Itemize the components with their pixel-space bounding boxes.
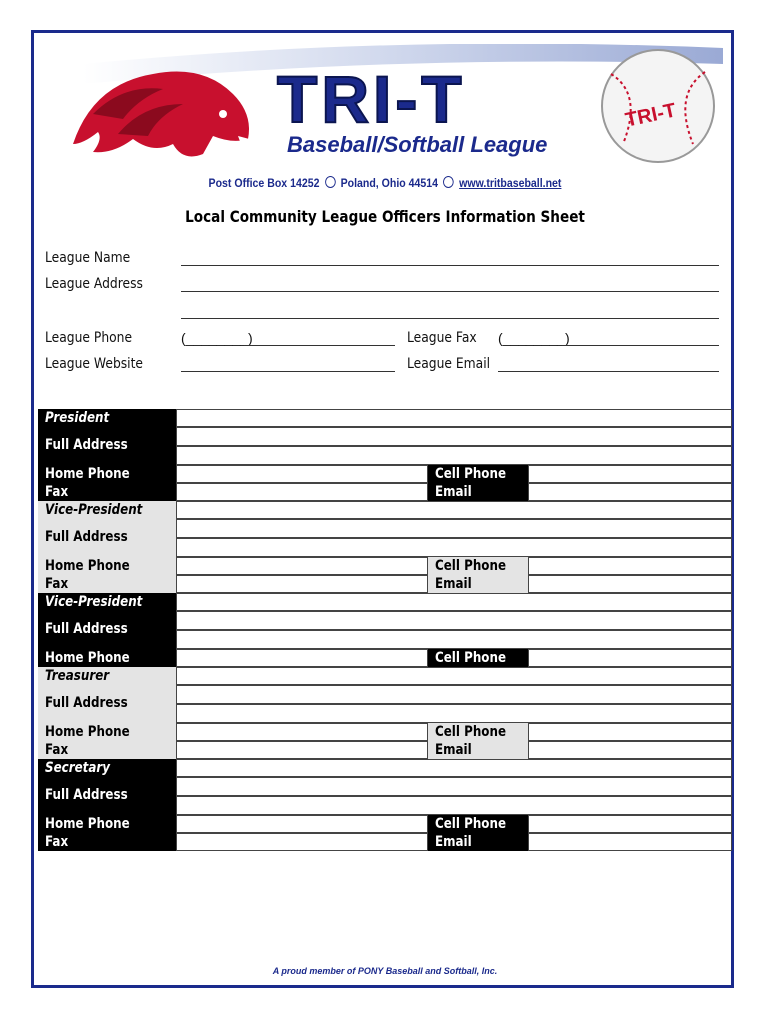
secretary-fax-field[interactable] xyxy=(176,833,428,851)
secretary-name-field[interactable] xyxy=(176,759,732,777)
president-home-phone-field[interactable] xyxy=(176,465,428,483)
president-email-field[interactable] xyxy=(528,483,732,501)
fax-label: Fax xyxy=(45,834,69,850)
officer-title-row xyxy=(38,409,732,427)
vice-president-2-name-field[interactable] xyxy=(176,593,732,611)
treasurer-email-field[interactable] xyxy=(528,741,732,759)
logo-subtitle: Baseball/Softball League xyxy=(287,132,548,157)
full-address-label: Full Address xyxy=(45,695,128,711)
league-name-label: League Name xyxy=(45,250,131,266)
league-address-label: League Address xyxy=(45,276,143,292)
full-address-label: Full Address xyxy=(45,787,128,803)
cell-phone-label: Cell Phone xyxy=(435,724,507,740)
treasurer-name-field[interactable] xyxy=(176,667,732,685)
vice-president-1-address-field-1[interactable] xyxy=(176,519,732,538)
league-name-field[interactable] xyxy=(181,265,719,266)
baseball-icon xyxy=(602,50,714,162)
secretary-address-field-2[interactable] xyxy=(176,796,732,815)
full-address-label: Full Address xyxy=(45,621,128,637)
president-cell-phone-field[interactable] xyxy=(528,465,732,483)
league-phone-area-code: (________) xyxy=(181,330,253,346)
cell-phone-label: Cell Phone xyxy=(435,558,507,574)
league-fax-field[interactable] xyxy=(562,345,719,346)
vice-president-1-name-field[interactable] xyxy=(176,501,732,519)
fax-label: Fax xyxy=(45,742,69,758)
league-fax-label: League Fax xyxy=(407,330,477,346)
full-address-label: Full Address xyxy=(45,437,128,453)
vice-president-2-address-field-1[interactable] xyxy=(176,611,732,630)
secretary-label: Secretary xyxy=(45,760,110,776)
vice-president-1-cell-phone-field[interactable] xyxy=(528,557,732,575)
email-label: Email xyxy=(435,484,472,500)
league-email-label: League Email xyxy=(407,356,491,372)
po-box: Post Office Box 14252 xyxy=(208,176,320,190)
cell-phone-label: Cell Phone xyxy=(435,816,507,832)
league-phone-field[interactable] xyxy=(244,345,395,346)
fax-label: Fax xyxy=(45,484,69,500)
fax-label: Fax xyxy=(45,576,69,592)
vice-president-1-email-field[interactable] xyxy=(528,575,732,593)
home-phone-label: Home Phone xyxy=(45,650,130,666)
league-logo-banner xyxy=(63,44,725,176)
president-name-field[interactable] xyxy=(176,409,732,427)
vice-president-1-fax-field[interactable] xyxy=(176,575,428,593)
email-label: Email xyxy=(435,834,472,850)
vice-president-1-home-phone-field[interactable] xyxy=(176,557,428,575)
president-label: President xyxy=(45,410,110,426)
secretary-cell-phone-field[interactable] xyxy=(528,815,732,833)
cell-phone-label: Cell Phone xyxy=(435,466,507,482)
secretary-home-phone-field[interactable] xyxy=(176,815,428,833)
footer-text: A proud member of PONY Baseball and Softball, Inc. xyxy=(272,966,498,976)
league-fax-area-code: (________) xyxy=(498,330,570,346)
contact-line xyxy=(46,175,724,190)
home-phone-label: Home Phone xyxy=(45,816,130,832)
secretary-email-field[interactable] xyxy=(528,833,732,851)
league-website-label: League Website xyxy=(45,356,144,372)
league-website-field[interactable] xyxy=(181,371,395,372)
cell-phone-label: Cell Phone xyxy=(435,650,507,666)
sheet-title: Local Community League Officers Information Sheet xyxy=(185,207,585,226)
bullet-icon xyxy=(443,176,454,188)
secretary-address-field-1[interactable] xyxy=(176,777,732,796)
treasurer-label: Treasurer xyxy=(45,668,110,684)
vice-president-1-address-field-2[interactable] xyxy=(176,538,732,557)
league-phone-label: League Phone xyxy=(45,330,133,346)
vice-president-2-home-phone-field[interactable] xyxy=(176,649,428,667)
vice-president-2-cell-phone-field[interactable] xyxy=(528,649,732,667)
vice-president-label: Vice-President xyxy=(45,594,143,610)
city-state: Poland, Ohio 44514 xyxy=(340,176,439,190)
horse-icon xyxy=(73,72,253,157)
league-email-field[interactable] xyxy=(498,371,719,372)
logo-title: TRI-T xyxy=(277,62,466,136)
bullet-icon xyxy=(325,176,336,188)
home-phone-label: Home Phone xyxy=(45,724,130,740)
vice-president-2-address-field-2[interactable] xyxy=(176,630,732,649)
treasurer-address-field-1[interactable] xyxy=(176,685,732,704)
treasurer-address-field-2[interactable] xyxy=(176,704,732,723)
vice-president-label: Vice-President xyxy=(45,502,143,518)
league-address-field-2[interactable] xyxy=(181,318,719,319)
treasurer-fax-field[interactable] xyxy=(176,741,428,759)
treasurer-home-phone-field[interactable] xyxy=(176,723,428,741)
home-phone-label: Home Phone xyxy=(45,558,130,574)
president-fax-field[interactable] xyxy=(176,483,428,501)
website-link[interactable]: www.tritbaseball.net xyxy=(459,176,562,190)
president-address-field-2[interactable] xyxy=(176,446,732,465)
ball-text: TRI-T xyxy=(623,99,678,132)
home-phone-label: Home Phone xyxy=(45,466,130,482)
treasurer-cell-phone-field[interactable] xyxy=(528,723,732,741)
president-address-field-1[interactable] xyxy=(176,427,732,446)
email-label: Email xyxy=(435,576,472,592)
full-address-label: Full Address xyxy=(45,529,128,545)
league-address-field-1[interactable] xyxy=(181,291,719,292)
email-label: Email xyxy=(435,742,472,758)
